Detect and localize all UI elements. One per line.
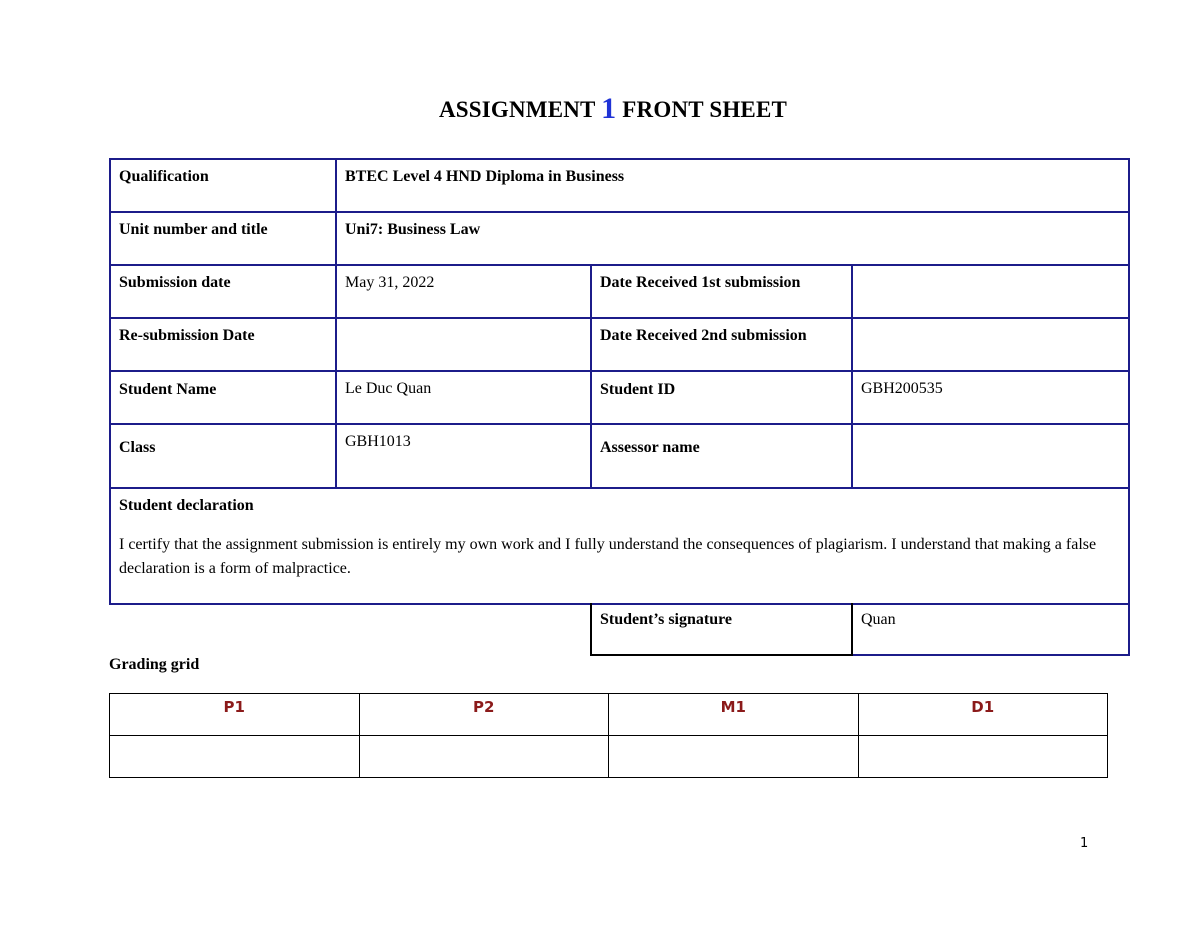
signature-value: Quan [852,603,1129,655]
grading-grid [109,693,1108,778]
grade-cell-d1 [858,736,1108,778]
assessor-label: Assessor name [591,424,852,488]
student-name-value: Le Duc Quan [336,371,591,424]
unit-value: Uni7: Business Law [336,212,1129,265]
student-name-label: Student Name [110,371,336,424]
front-sheet-table [109,158,1130,605]
date-received-2-label: Date Received 2nd submission [591,318,852,371]
grade-cell-p1 [110,736,360,778]
student-declaration [110,488,1129,604]
student-id-label: Student ID [591,371,852,424]
class-label: Class [110,424,336,488]
student-id-value: GBH200535 [852,371,1129,424]
signature-label: Student’s signature [591,603,852,655]
submission-date-value: May 31, 2022 [336,265,591,318]
title-suffix: FRONT SHEET [616,97,788,122]
grade-header-m1: M1 [609,694,859,736]
resubmission-date-label: Re-submission Date [110,318,336,371]
page-number: 1 [1080,836,1089,851]
grade-header-p1: P1 [110,694,360,736]
resubmission-date-value [336,318,591,371]
grading-grid-label: Grading grid [109,656,200,673]
qualification-value: BTEC Level 4 HND Diploma in Business [336,159,1129,212]
grade-cell-m1 [609,736,859,778]
date-received-1-label: Date Received 1st submission [591,265,852,318]
qualification-label: Qualification [110,159,336,212]
date-received-1-value [852,265,1129,318]
date-received-2-value [852,318,1129,371]
submission-date-label: Submission date [110,265,336,318]
unit-label: Unit number and title [110,212,336,265]
declaration-heading: Student declaration [119,497,254,514]
class-value: GBH1013 [336,424,591,488]
declaration-text: I certify that the assignment submission is entirely my own work and I fully understand the consequences of plagiarism. I understand that making a false declaration is a form of malpractice. [119,536,1097,577]
grade-header-d1: D1 [858,694,1108,736]
assignment-number: 1 [601,92,617,125]
signature-table [590,603,1130,656]
grade-cell-p2 [359,736,609,778]
assessor-value [852,424,1129,488]
title-prefix: ASSIGNMENT [438,97,602,122]
page-title [0,92,1200,126]
grade-header-p2: P2 [359,694,609,736]
